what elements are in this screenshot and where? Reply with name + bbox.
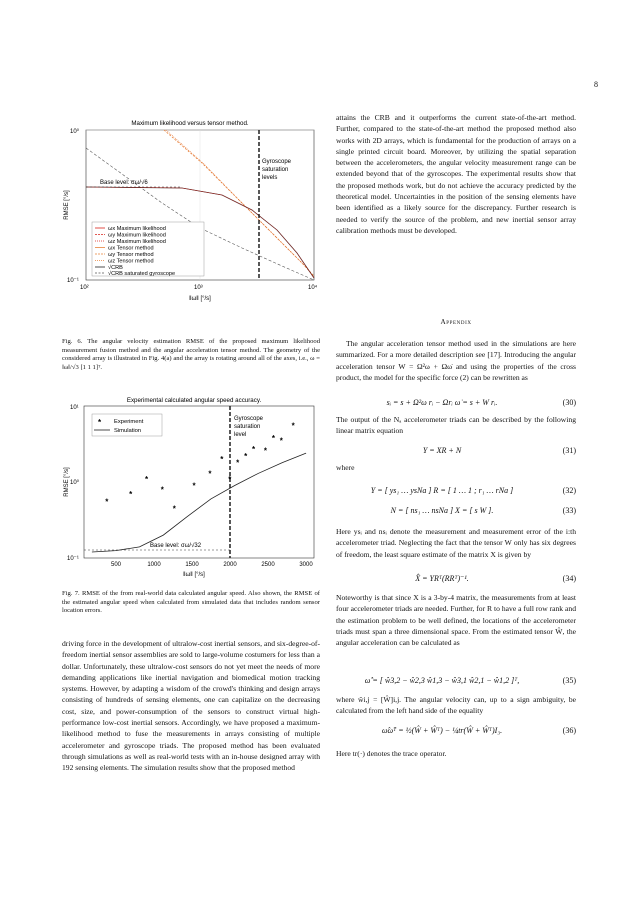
- fig6-ytick-bottom: 10⁻¹: [67, 278, 79, 284]
- appendix-where-1: where: [336, 463, 355, 472]
- fig7-experiment-point: *: [228, 474, 232, 484]
- fig7-base-level-label: Base level: σω/√32: [150, 543, 202, 549]
- fig7-experiment-point: *: [129, 489, 133, 499]
- fig6-xtick-2: 10³: [194, 285, 203, 291]
- fig6-legend-1: ωx Maximum likelihood: [108, 226, 166, 232]
- fig6-saturation-label-1: Gyroscope: [262, 159, 292, 165]
- fig7-experiment-point: *: [271, 433, 275, 443]
- fig6-title: Maximum likelihood versus tensor method.: [131, 120, 249, 127]
- appendix-heading: Appendix: [440, 318, 472, 326]
- fig7-experiment-point: *: [160, 485, 164, 495]
- appendix-p2: The output of the Nₐ accelerometer triads can be described by the following linear matrix equation: [336, 415, 576, 436]
- fig7-experiment-point: *: [220, 455, 224, 465]
- figure-7: [62, 390, 320, 585]
- fig7-xlabel: ‖ω‖ [°/s]: [183, 572, 205, 578]
- fig7-xtick-1500: 1500: [185, 562, 199, 568]
- fig6-saturation-label-2: saturation: [262, 167, 289, 173]
- fig7-xtick-2500: 2500: [261, 562, 275, 568]
- conclusion-paragraph: driving force in the development of ultralow-cost inertial sensors, and six-degree-of-freedom inertial sensor assemblies are sold to large-volume costumers for less than a dollar. Unfortunately, these ultralow-cost sensors do not yet meet the needs of more demanding applications like inertial navigation and biomedical motion tracking systems. However, by adapting a wisdom of the crowd's thinking and design arrays consisting of hundreds of sensing elements, one can capitalize on the decreasing cost, size, and power-consumption of the sensors to construct virtual high-performance low-cost inertial sensors. Accordingly, we have proposed a maximum-likelihood method to fuse the measurements in arrays consisting of multiple accelerometer and gyroscope triads. The proposed method has been evaluated through simulations as well as real-world tests with an in-house designed array with 192 sensing elements. The simulation results show that the proposed method: [62, 639, 320, 773]
- fig7-experiment-point: *: [192, 481, 196, 491]
- fig7-experiment-point: *: [172, 504, 176, 514]
- figure-7-caption: Fig. 7. RMSE of the from real-world data calculated angular speed. Also shown, the RMSE of the estimated angular speed when calculated from simulated data that includes random sensor location errors.: [62, 590, 320, 615]
- figure-6: [62, 108, 320, 332]
- fig6-legend-5: ωy Tensor method: [108, 252, 154, 258]
- figure-7-svg: [62, 390, 320, 585]
- fig7-xtick-3000: 3000: [299, 562, 313, 568]
- fig6-xlabel: ‖ω‖ [°/s]: [189, 296, 211, 302]
- fig7-marks: [92, 422, 306, 552]
- fig6-legend-3: ωz Maximum likelihood: [108, 239, 166, 245]
- fig6-ylabel: RMSE [°/s]: [64, 190, 70, 220]
- appendix-p3: Here ysᵢ and nsᵢ denote the measurement and measurement error of the i:th accelerometer triad. Neglecting the fact that the tensor W only has six degrees of freedom, the least square estimate of the matrix X is given by: [336, 527, 576, 559]
- fig6-legend-7: √CRB: [108, 265, 123, 271]
- fig7-experiment-point: *: [105, 497, 109, 507]
- fig7-saturation-label-3: level: [234, 432, 247, 438]
- fig7-xtick-1000: 1000: [147, 562, 161, 568]
- fig7-experiment-point: *: [252, 445, 256, 455]
- fig7-ytick-top: 10¹: [70, 405, 79, 411]
- fig7-ylabel: RMSE [°/s]: [64, 467, 70, 497]
- fig6-legend-8: √CRB saturated gyroscope: [108, 271, 176, 277]
- fig7-experiment-point: *: [263, 446, 268, 456]
- fig6-base-level-label: Base level: σω/√6: [100, 180, 148, 186]
- fig7-experiment-point: *: [236, 458, 240, 468]
- fig6-xtick-3: 10⁴: [308, 285, 318, 291]
- conclusion-continued: attains the CRB and it outperforms the current state-of-the-art method. Further, compared to the state-of-the-art method the proposed method also works with 2D arrays, which is fundamental for the production of arrays on a single printed circuit board. Moreover, by utilizing the spatial separation between the accelerometers, the angular velocity measurement range can be extended beyond that of the gyroscopes. The experimental results show that the proposed methods work, but do not achieve the accuracy predicted by the theoretical model. Uncertainties in the position of the sensing elements have been identified as a likely source for the discrepancy. Further research is needed to verify the source of the problem, and new inertial sensor array calibration methods must be developed.: [336, 113, 576, 235]
- fig7-ytick-mid: 10⁰: [70, 480, 80, 486]
- fig7-experiment-point: *: [279, 436, 283, 446]
- fig7-legend-experiment: Experiment: [114, 419, 144, 425]
- fig7-saturation-label-1: Gyroscope: [234, 416, 264, 422]
- figure-6-svg: [62, 108, 320, 332]
- fig6-legend-2: ωy Maximum likelihood: [108, 232, 166, 239]
- fig6-legend: [92, 222, 204, 277]
- fig7-xtick-2000: 2000: [223, 562, 237, 568]
- fig7-legend-simulation: Simulation: [114, 428, 142, 434]
- fig6-ytick-top: 10⁰: [70, 129, 80, 135]
- left-column-body: [62, 638, 320, 774]
- fig7-legend: [92, 414, 162, 436]
- figure-6-caption: Fig. 6. The angular velocity estimation RMSE of the proposed maximum likelihood measurement fusion method and the angular acceleration tensor method. The geometry of the considered array is illustrated in Fig. 4(a) and the array is rotating around all of the axes, i.e., ω = ‖ω‖/√3 [1 1 1]ᵀ.: [62, 338, 320, 371]
- fig7-experiment-point: *: [244, 451, 248, 461]
- fig7-xtick-500: 500: [110, 562, 122, 568]
- appendix-p1: The angular acceleration tensor method used in the simulations are here summarized. For a more detailed description see [17]. Introducing the angular acceleration tensor W = Ω²ω + Ωω̇ and using the properties of the cross product, the model for the specific force (2) can be rewritten as: [336, 339, 576, 382]
- appendix-p6: Here tr(·) denotes the trace operator.: [336, 749, 447, 758]
- fig6-legend-4: ωx Tensor method: [108, 245, 154, 252]
- page-number: 8: [594, 80, 598, 89]
- fig6-legend-6: ωz Tensor method: [108, 258, 154, 265]
- right-column-body: [336, 112, 576, 236]
- appendix-p5: where ŵi,j = [Ŵ]i,j. The angular velocity can, up to a sign ambiguity, be calculated from the left hand side of the equality: [336, 695, 576, 716]
- fig7-simulation-line: [92, 453, 306, 552]
- fig7-legend-marker: *: [98, 418, 102, 427]
- fig7-experiment-point: *: [208, 469, 212, 479]
- fig6-saturation-label-3: levels: [262, 175, 278, 181]
- fig7-ytick-bottom: 10⁻¹: [67, 556, 79, 562]
- fig7-experiment-point: *: [291, 421, 295, 431]
- fig6-xtick-1: 10²: [80, 285, 89, 291]
- fig7-saturation-label-2: saturation: [234, 424, 261, 430]
- appendix-p4: Noteworthy is that since X is a 3-by-4 matrix, the measurements from at least four accelerometer triads are needed. Further, for R to have a full row rank and the estimation problem to be well defined, the locations of the accelerometer triads must span a three dimensional space. From the estimated tensor Ŵ, the angular acceleration can be calculated as: [336, 593, 576, 648]
- fig7-experiment-point: *: [144, 474, 149, 484]
- fig7-title: Experimental calculated angular speed accuracy.: [126, 397, 262, 404]
